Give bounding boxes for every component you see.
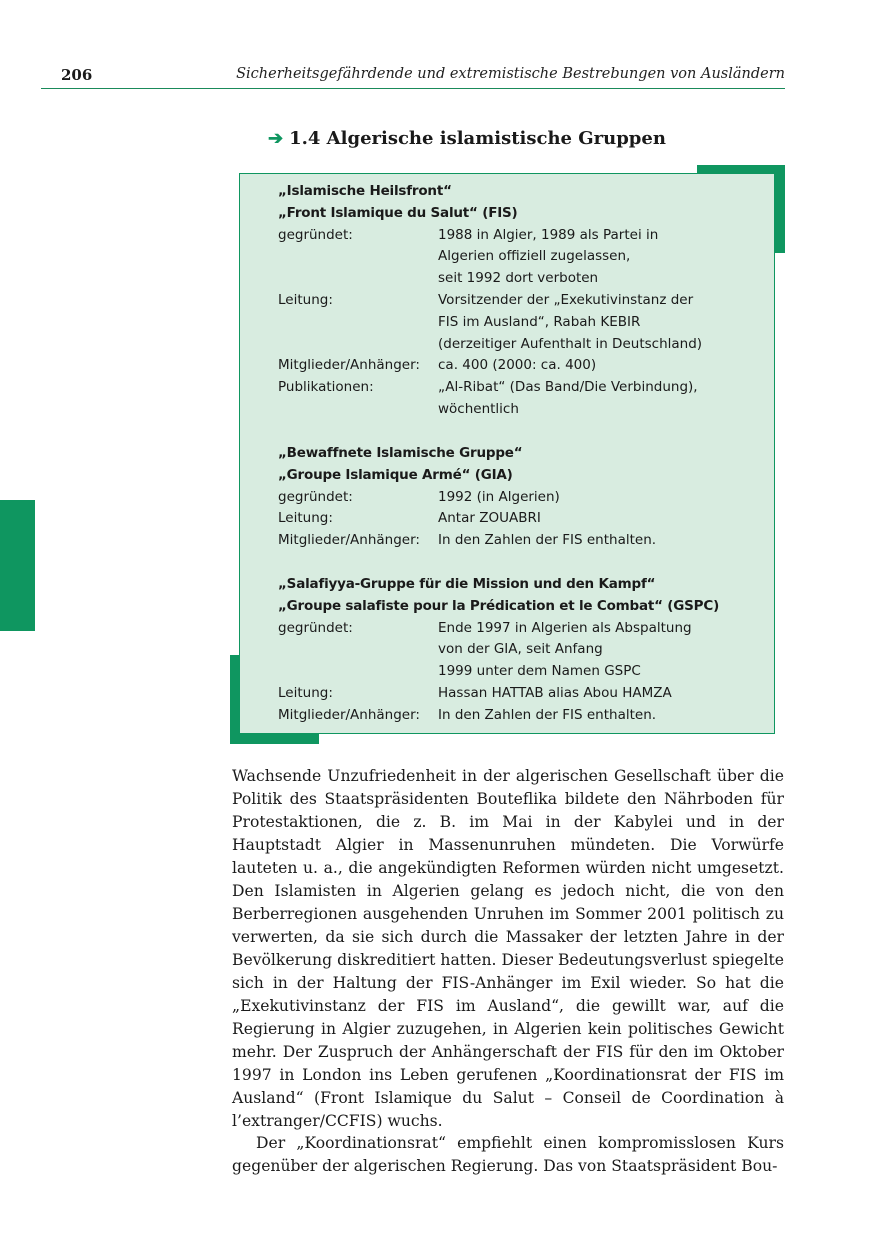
field-label: gegründet: [278, 488, 353, 505]
field-value: 1992 (in Algerien) [438, 488, 560, 505]
field-value: seit 1992 dort verboten [438, 270, 599, 287]
section-heading-text: 1.4 Algerische islamistische Gruppen [289, 128, 666, 149]
section-heading [268, 128, 666, 149]
info-box [239, 173, 775, 734]
field-value: Antar ZOUABRI [438, 510, 541, 527]
field-row [278, 377, 773, 421]
field-value: In den Zahlen der FIS enthalten. [438, 706, 657, 723]
page-number: 206 [61, 66, 93, 84]
org-name-de: „Salafiyya-Gruppe für die Mission und den Kampf“ [278, 576, 656, 592]
group-gspc [278, 574, 773, 727]
field-row [278, 530, 773, 552]
field-label: gegründet: [278, 619, 353, 636]
field-row [278, 705, 773, 727]
org-name-de: „Bewaffnete Islamische Gruppe“ [278, 445, 523, 461]
field-value: von der GIA, seit Anfang [438, 641, 603, 658]
field-row [278, 290, 773, 355]
field-label: Publikationen: [278, 379, 374, 396]
field-label: Leitung: [278, 291, 333, 308]
chapter-tab-marker [0, 500, 35, 631]
field-row [278, 225, 773, 290]
field-label: Mitglieder/Anhänger: [278, 357, 420, 374]
field-value: Algerien offiziell zugelassen, [438, 248, 631, 265]
field-label: Leitung: [278, 684, 333, 701]
org-name-de: „Islamische Heilsfront“ [278, 183, 452, 199]
field-value: (derzeitiger Aufenthalt in Deutschland) [438, 335, 703, 352]
field-value: FIS im Ausland“, Rabah KEBIR [438, 313, 641, 330]
field-value: Vorsitzender der „Exekutivinstanz der [438, 291, 694, 308]
field-value: In den Zahlen der FIS enthalten. [438, 532, 657, 549]
field-value: wöchentlich [438, 400, 519, 417]
field-value: Hassan HATTAB alias Abou HAMZA [438, 684, 672, 701]
running-title: Sicherheitsgefährdende und extremistische Bestrebungen von Ausländern [236, 66, 785, 82]
group-gia [278, 443, 773, 552]
field-row [278, 355, 773, 377]
field-value: 1988 in Algier, 1989 als Partei in [438, 226, 659, 243]
field-row [278, 508, 773, 530]
org-name-fr: „Groupe Islamique Armé“ (GIA) [278, 466, 513, 483]
page-header [41, 64, 785, 89]
field-label: Mitglieder/Anhänger: [278, 532, 420, 549]
org-name-fr: „Front Islamique du Salut“ (FIS) [278, 204, 518, 221]
org-name-fr: „Groupe salafiste pour la Prédication et le Combat“ (GSPC) [278, 597, 720, 614]
field-row [278, 487, 773, 509]
field-value: 1999 unter dem Namen GSPC [438, 663, 641, 680]
field-row [278, 618, 773, 683]
field-value: Ende 1997 in Algerien als Abspaltung [438, 619, 692, 636]
field-label: gegründet: [278, 226, 353, 243]
body-paragraph: Der „Koordinationsrat“ empfiehlt einen kompromisslosen Kurs gegenüber der algerischen Regierung. Das von Staatspräsident Bou- [232, 1134, 784, 1175]
group-fis [278, 181, 773, 421]
field-value: „Al-Ribat“ (Das Band/Die Verbindung), [438, 379, 698, 396]
field-label: Mitglieder/Anhänger: [278, 706, 420, 723]
arrow-right-icon: ➔ [268, 128, 284, 149]
field-row [278, 683, 773, 705]
field-value: ca. 400 (2000: ca. 400) [438, 357, 597, 374]
body-paragraph: Wachsende Unzufriedenheit in der algerischen Gesellschaft über die Politik des Staatspräsidenten Bouteflika bildete den Nährboden für Protestaktionen, die z. B. im Mai in der Kabylei und in der Hauptstadt Algier in Massenunruhen mündeten. Die Vorwürfe lauteten u. a., die angekündigten Reformen würden nicht umgesetzt. Den Islamisten in Algerien gelang es jedoch nicht, die von den Berberregionen ausgehenden Unruhen im Sommer 2001 politisch zu verwerten, da sie sich durch die Massaker der letzten Jahre in der Bevölkerung diskreditiert hatten. Dieser Bedeutungsverlust spiegelte sich in der Haltung der FIS-Anhänger im Exil wieder. So hat die „Exekutivinstanz der FIS im Ausland“, die gewillt war, auf die Regierung in Algier zuzugehen, in Algerien kein politisches Gewicht mehr. Der Zuspruch der Anhängerschaft der FIS für den im Oktober 1997 in London ins Leben gerufenen „Koordinationsrat der FIS im Ausland“ (Front Islamique du Salut – Conseil de Coordination à l’extranger/CCFIS) wuchs. [232, 767, 784, 1130]
field-label: Leitung: [278, 510, 333, 527]
